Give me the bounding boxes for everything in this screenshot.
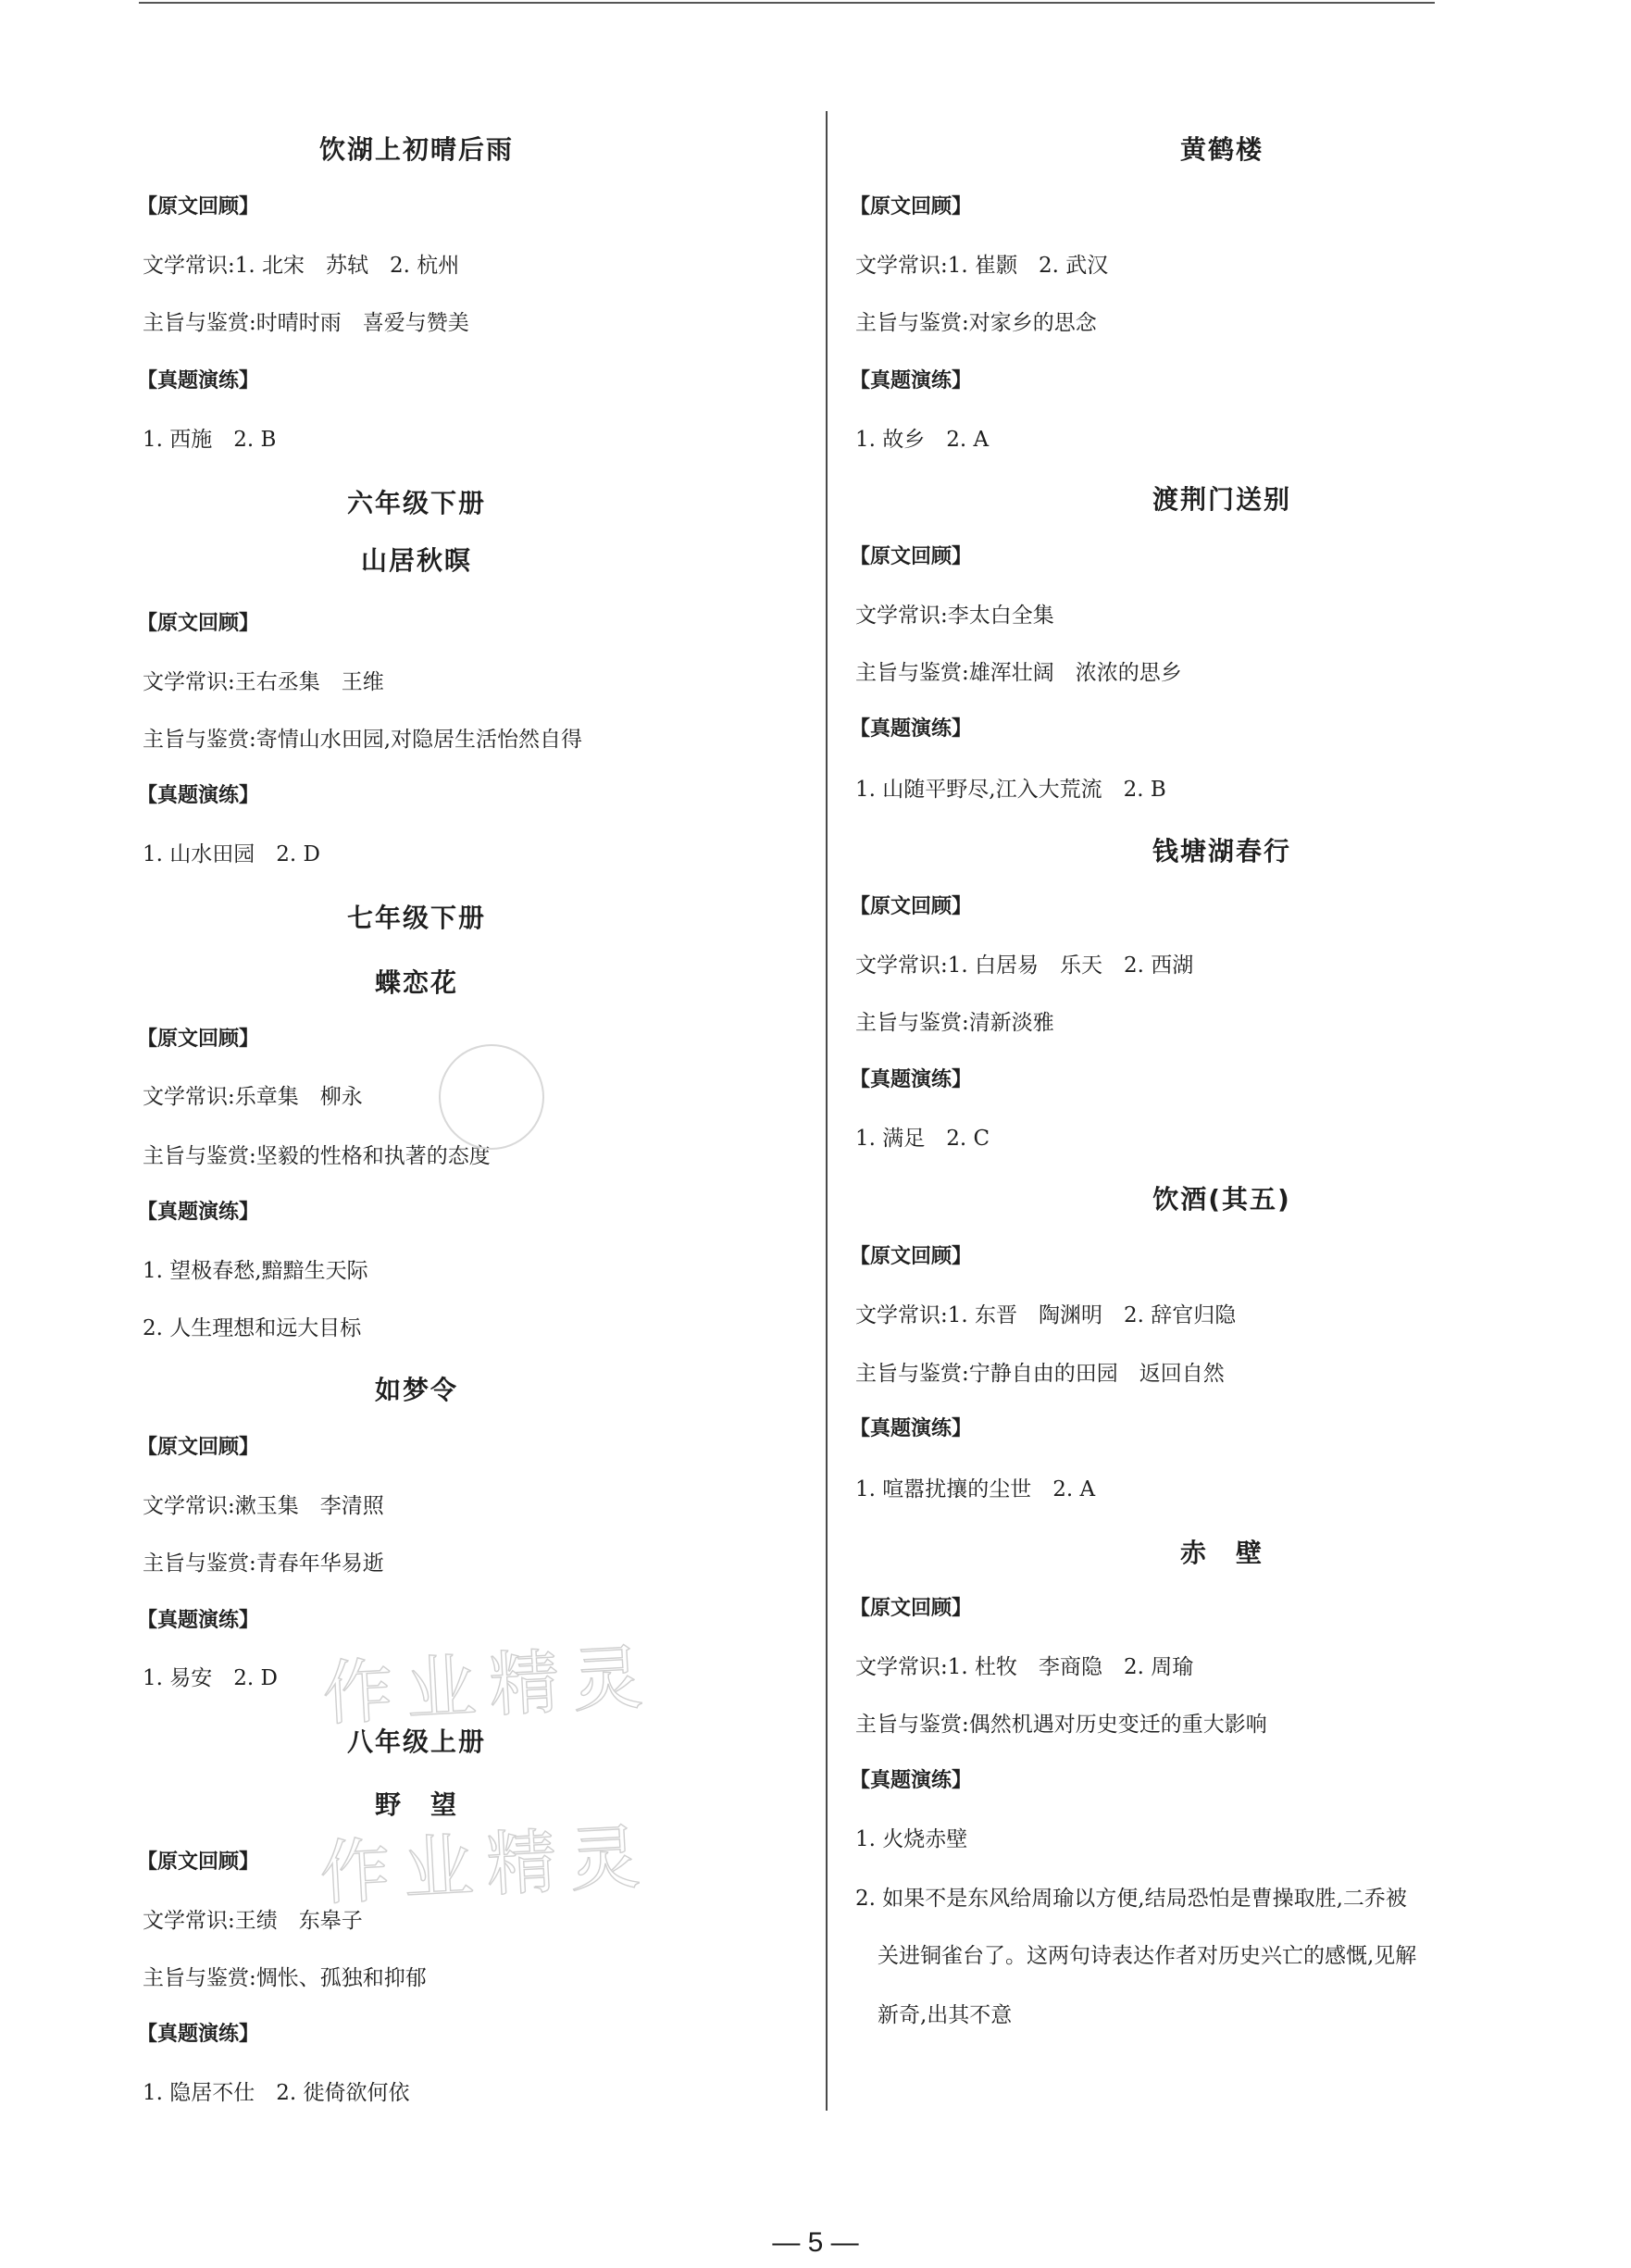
answer-line: 关进铜雀台了。这两句诗表达作者对历史兴亡的感慨,见解 xyxy=(878,1944,1417,1968)
section-header: 【真题演练】 xyxy=(850,369,973,393)
answer-line: 主旨与鉴赏:偶然机遇对历史变迁的重大影响 xyxy=(855,1713,1267,1737)
section-title: 钱塘湖春行 xyxy=(1152,836,1291,866)
section-header: 【原文回顾】 xyxy=(850,895,973,918)
answer-line: 1. 故乡 2. A xyxy=(855,428,990,452)
answer-line: 主旨与鉴赏:宁静自由的田园 返回自然 xyxy=(855,1362,1225,1386)
section-header: 【真题演练】 xyxy=(137,784,260,807)
watermark-stamp xyxy=(439,1044,544,1150)
page-number xyxy=(0,2227,1631,2259)
section-title: 渡荆门送别 xyxy=(1152,484,1291,515)
answer-line: 1. 满足 2. C xyxy=(855,1127,990,1151)
section-title: 八年级上册 xyxy=(346,1726,486,1757)
answer-line: 文学常识:1. 白居易 乐天 2. 西湖 xyxy=(855,953,1194,978)
section-header: 【原文回顾】 xyxy=(850,1597,973,1620)
section-header: 【真题演练】 xyxy=(850,1417,973,1440)
section-header: 【原文回顾】 xyxy=(850,1245,973,1268)
answer-line: 1. 隐居不仕 2. 徙倚欲何依 xyxy=(143,2081,410,2105)
answer-line: 主旨与鉴赏:坚毅的性格和执著的态度 xyxy=(143,1144,491,1168)
watermark-text: 作业精灵 xyxy=(317,1814,655,1915)
answer-line: 文学常识:1. 崔颢 2. 武汉 xyxy=(855,254,1109,278)
answer-line: 主旨与鉴赏:惆怅、孤独和抑郁 xyxy=(143,1966,427,1990)
watermark-text: 作业精灵 xyxy=(320,1635,658,1736)
answer-line: 主旨与鉴赏:清新淡雅 xyxy=(855,1011,1054,1035)
section-title: 蝶恋花 xyxy=(374,967,458,998)
answer-line: 文学常识:李太白全集 xyxy=(855,604,1054,628)
section-title: 野 望 xyxy=(374,1789,458,1820)
answer-line: 主旨与鉴赏:时晴时雨 喜爱与赞美 xyxy=(143,311,469,335)
top-rule xyxy=(139,2,1435,4)
answer-line: 主旨与鉴赏:寄情山水田园,对隐居生活怡然自得 xyxy=(143,728,583,752)
section-header: 【真题演练】 xyxy=(137,2023,260,2046)
section-header: 【原文回顾】 xyxy=(137,1436,260,1459)
section-header: 【原文回顾】 xyxy=(137,195,260,218)
section-header: 【真题演练】 xyxy=(137,1609,260,1632)
section-title: 六年级下册 xyxy=(346,488,486,518)
section-header: 【原文回顾】 xyxy=(137,1028,260,1051)
section-header: 【原文回顾】 xyxy=(137,612,260,635)
section-title: 七年级下册 xyxy=(346,903,486,933)
answer-line: 1. 易安 2. D xyxy=(143,1666,278,1690)
section-header: 【真题演练】 xyxy=(850,1068,973,1091)
column-divider xyxy=(826,111,828,2111)
section-header: 【真题演练】 xyxy=(137,1201,260,1224)
answer-line: 文学常识:1. 北宋 苏轼 2. 杭州 xyxy=(143,254,460,278)
section-header: 【真题演练】 xyxy=(137,369,260,393)
answer-line: 1. 山随平野尽,江入大荒流 2. B xyxy=(855,778,1166,802)
answer-line: 1. 山水田园 2. D xyxy=(143,842,320,866)
answer-line: 新奇,出其不意 xyxy=(878,2003,1013,2027)
answer-line: 文学常识:王右丞集 王维 xyxy=(143,670,384,694)
answer-line: 文学常识:乐章集 柳永 xyxy=(143,1085,363,1109)
section-title: 山居秋暝 xyxy=(360,545,472,576)
section-title: 如梦令 xyxy=(374,1375,458,1405)
answer-line: 1. 望极春愁,黯黯生天际 xyxy=(143,1259,368,1283)
page-number-text: — 5 — xyxy=(772,2227,859,2258)
answer-line: 1. 西施 2. B xyxy=(143,428,277,452)
answer-line: 2. 如果不是东风给周瑜以方便,结局恐怕是曹操取胜,二乔被 xyxy=(855,1887,1407,1911)
answer-line: 主旨与鉴赏:雄浑壮阔 浓浓的思乡 xyxy=(855,661,1182,685)
section-title: 黄鹤楼 xyxy=(1179,134,1264,165)
answer-line: 文学常识:王绩 东皋子 xyxy=(143,1909,363,1933)
section-title: 饮酒(其五) xyxy=(1152,1184,1291,1215)
answer-line: 主旨与鉴赏:青春年华易逝 xyxy=(143,1551,384,1576)
answer-line: 1. 喧嚣扰攘的尘世 2. A xyxy=(855,1477,1096,1502)
answer-line: 文学常识:漱玉集 李清照 xyxy=(143,1494,384,1518)
section-header: 【原文回顾】 xyxy=(137,1851,260,1874)
answer-line: 文学常识:1. 东晋 陶渊明 2. 辞官归隐 xyxy=(855,1303,1237,1327)
section-header: 【真题演练】 xyxy=(850,1769,973,1792)
section-title: 赤 壁 xyxy=(1179,1538,1264,1568)
answer-line: 1. 火烧赤壁 xyxy=(855,1827,968,1851)
section-header: 【原文回顾】 xyxy=(850,195,973,218)
section-title: 饮湖上初晴后雨 xyxy=(318,134,514,165)
section-header: 【原文回顾】 xyxy=(850,545,973,568)
answer-line: 2. 人生理想和远大目标 xyxy=(143,1316,362,1340)
section-header: 【真题演练】 xyxy=(850,717,973,741)
answer-line: 文学常识:1. 杜牧 李商隐 2. 周瑜 xyxy=(855,1655,1194,1679)
answer-line: 主旨与鉴赏:对家乡的思念 xyxy=(855,311,1097,335)
